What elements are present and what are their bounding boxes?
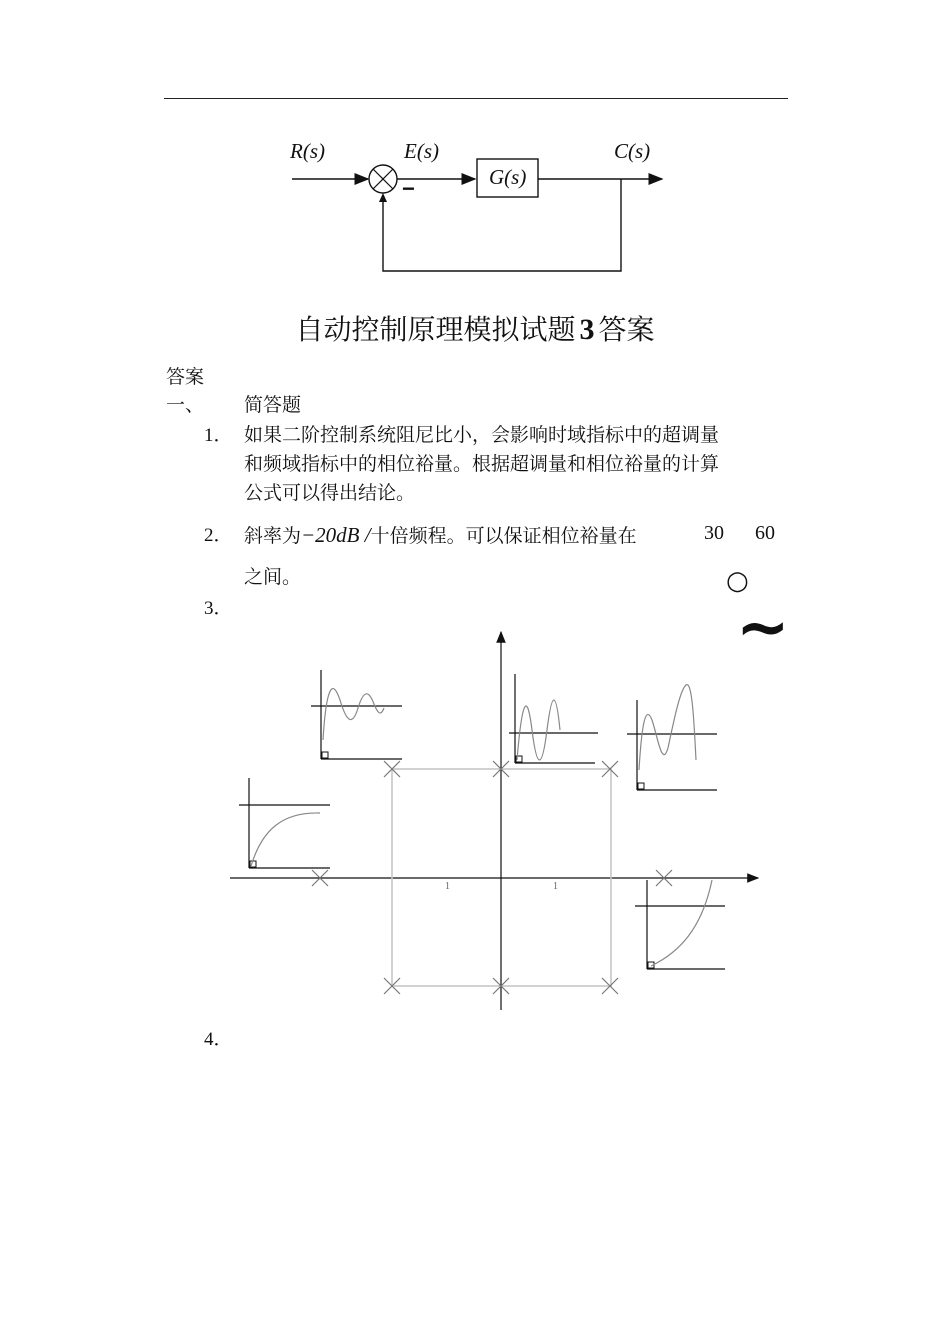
minus-sign: − — [402, 176, 415, 201]
response-inset-unstable — [627, 685, 717, 790]
answer-heading: 答案 — [166, 366, 205, 388]
tick-label-left: 1 — [445, 881, 450, 892]
degree-symbol: ○ — [726, 566, 749, 596]
section-number: 一、 — [166, 394, 205, 416]
response-inset-divergent — [635, 880, 725, 969]
q2-value-60: 60 — [755, 522, 775, 544]
response-inset-first-order — [239, 778, 330, 868]
block-label: G(s) — [489, 165, 527, 189]
q3-number: 3． — [204, 598, 233, 619]
q2-line-2: 之间。 — [244, 566, 302, 588]
section-title: 简答题 — [244, 394, 302, 416]
tilde-symbol: ~ — [736, 591, 790, 665]
tick-label-right: 1 — [553, 881, 558, 892]
q1-line-1: 如果二阶控制系统阻尼比小，会影响时域指标中的超调量 — [244, 424, 720, 446]
page-title: 自动控制原理模拟试题 3 答案 — [295, 313, 655, 346]
error-label: E(s) — [404, 139, 439, 163]
q2-value-30: 30 — [704, 522, 724, 544]
q2-number: 2． — [204, 525, 233, 546]
q1-number: 1． — [204, 425, 233, 446]
output-label: C(s) — [614, 139, 651, 163]
response-inset-damped — [311, 670, 402, 759]
q4-number: 4． — [204, 1029, 233, 1050]
response-inset-oscillating — [509, 674, 598, 763]
q1-line-3: 公式可以得出结论。 — [244, 482, 416, 504]
q2-line-1: 斜率为−20dB /十倍频程。可以保证相位裕量在 — [244, 523, 637, 547]
q1-line-2: 和频域指标中的相位裕量。根据超调量和相位裕量的计算 — [244, 453, 720, 475]
input-label: R(s) — [290, 139, 325, 163]
